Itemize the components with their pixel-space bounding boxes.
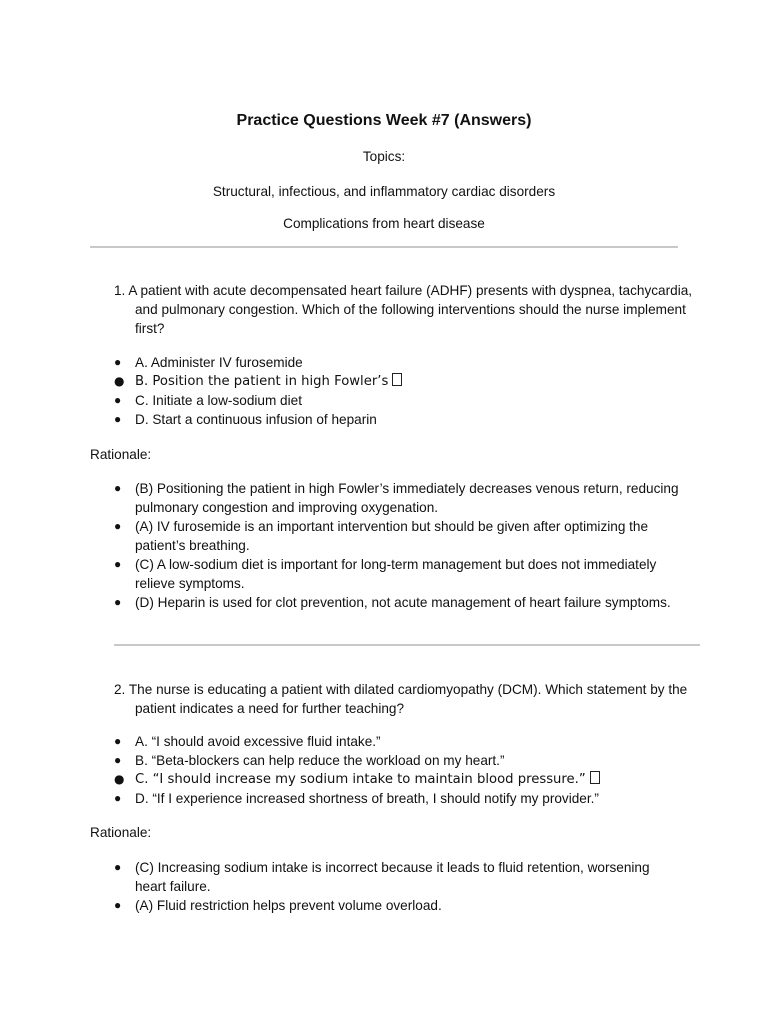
rationale-item: ● (A) IV furosemide is an important intervention but should be given after optimizing the patient’s breathing. bbox=[114, 519, 649, 553]
page-title: Practice Questions Week #7 (Answers) bbox=[236, 112, 532, 129]
divider bbox=[90, 246, 678, 248]
question-2-text: 2. The nurse is educating a patient with dilated cardiomyopathy (DCM). Which statement by the patient indicates a need for further teaching? bbox=[114, 682, 688, 716]
topic-item: Structural, infectious, and inflammatory cardiac disorders bbox=[212, 184, 556, 199]
topics-label: Topics: bbox=[362, 149, 406, 164]
option-item: ● A. Administer IV furosemide bbox=[114, 355, 303, 370]
correct-option-item: ● B. Position the patient in high Fowler’s bbox=[114, 372, 694, 391]
question-1-rationale bbox=[114, 479, 679, 612]
rationale-item: ● (D) Heparin is used for clot prevention, not acute management of heart failure symptoms. bbox=[114, 595, 671, 610]
rationale-item: ● (C) A low-sodium diet is important for long-term management but does not immediately relieve symptoms. bbox=[114, 557, 657, 591]
rationale-label: Rationale: bbox=[90, 447, 152, 462]
option-item: ● B. “Beta-blockers can help reduce the workload on my heart.” bbox=[114, 753, 505, 768]
divider bbox=[114, 644, 700, 646]
question-2-options bbox=[114, 732, 694, 808]
question-1-text: 1. A patient with acute decompensated heart failure (ADHF) presents with dyspnea, tachycardia, and pulmonary congestion. Which of the following interventions should the nurse implement first? bbox=[114, 283, 693, 336]
rationale-item: ● (A) Fluid restriction helps prevent volume overload. bbox=[114, 898, 442, 913]
checkbox-icon bbox=[590, 771, 600, 784]
option-item: ● D. “If I experience increased shortness of breath, I should notify my provider.” bbox=[114, 791, 599, 806]
topic-item: Complications from heart disease bbox=[283, 216, 485, 231]
question-2-rationale bbox=[114, 858, 679, 915]
correct-option-item: ● C. “I should increase my sodium intake to maintain blood pressure.” bbox=[114, 770, 694, 789]
rationale-item: ● (B) Positioning the patient in high Fowler’s immediately decreases venous return, reducing pulmonary congestion and improving oxygenation. bbox=[114, 481, 679, 515]
option-item: ● D. Start a continuous infusion of heparin bbox=[114, 412, 377, 427]
question-1-options bbox=[114, 353, 694, 429]
rationale-label: Rationale: bbox=[90, 825, 152, 840]
checkbox-icon bbox=[392, 373, 402, 386]
option-item: ● A. “I should avoid excessive fluid intake.” bbox=[114, 734, 381, 749]
rationale-item: ● (C) Increasing sodium intake is incorrect because it leads to fluid retention, worsening heart failure. bbox=[114, 860, 650, 894]
option-item: ● C. Initiate a low-sodium diet bbox=[114, 393, 302, 408]
